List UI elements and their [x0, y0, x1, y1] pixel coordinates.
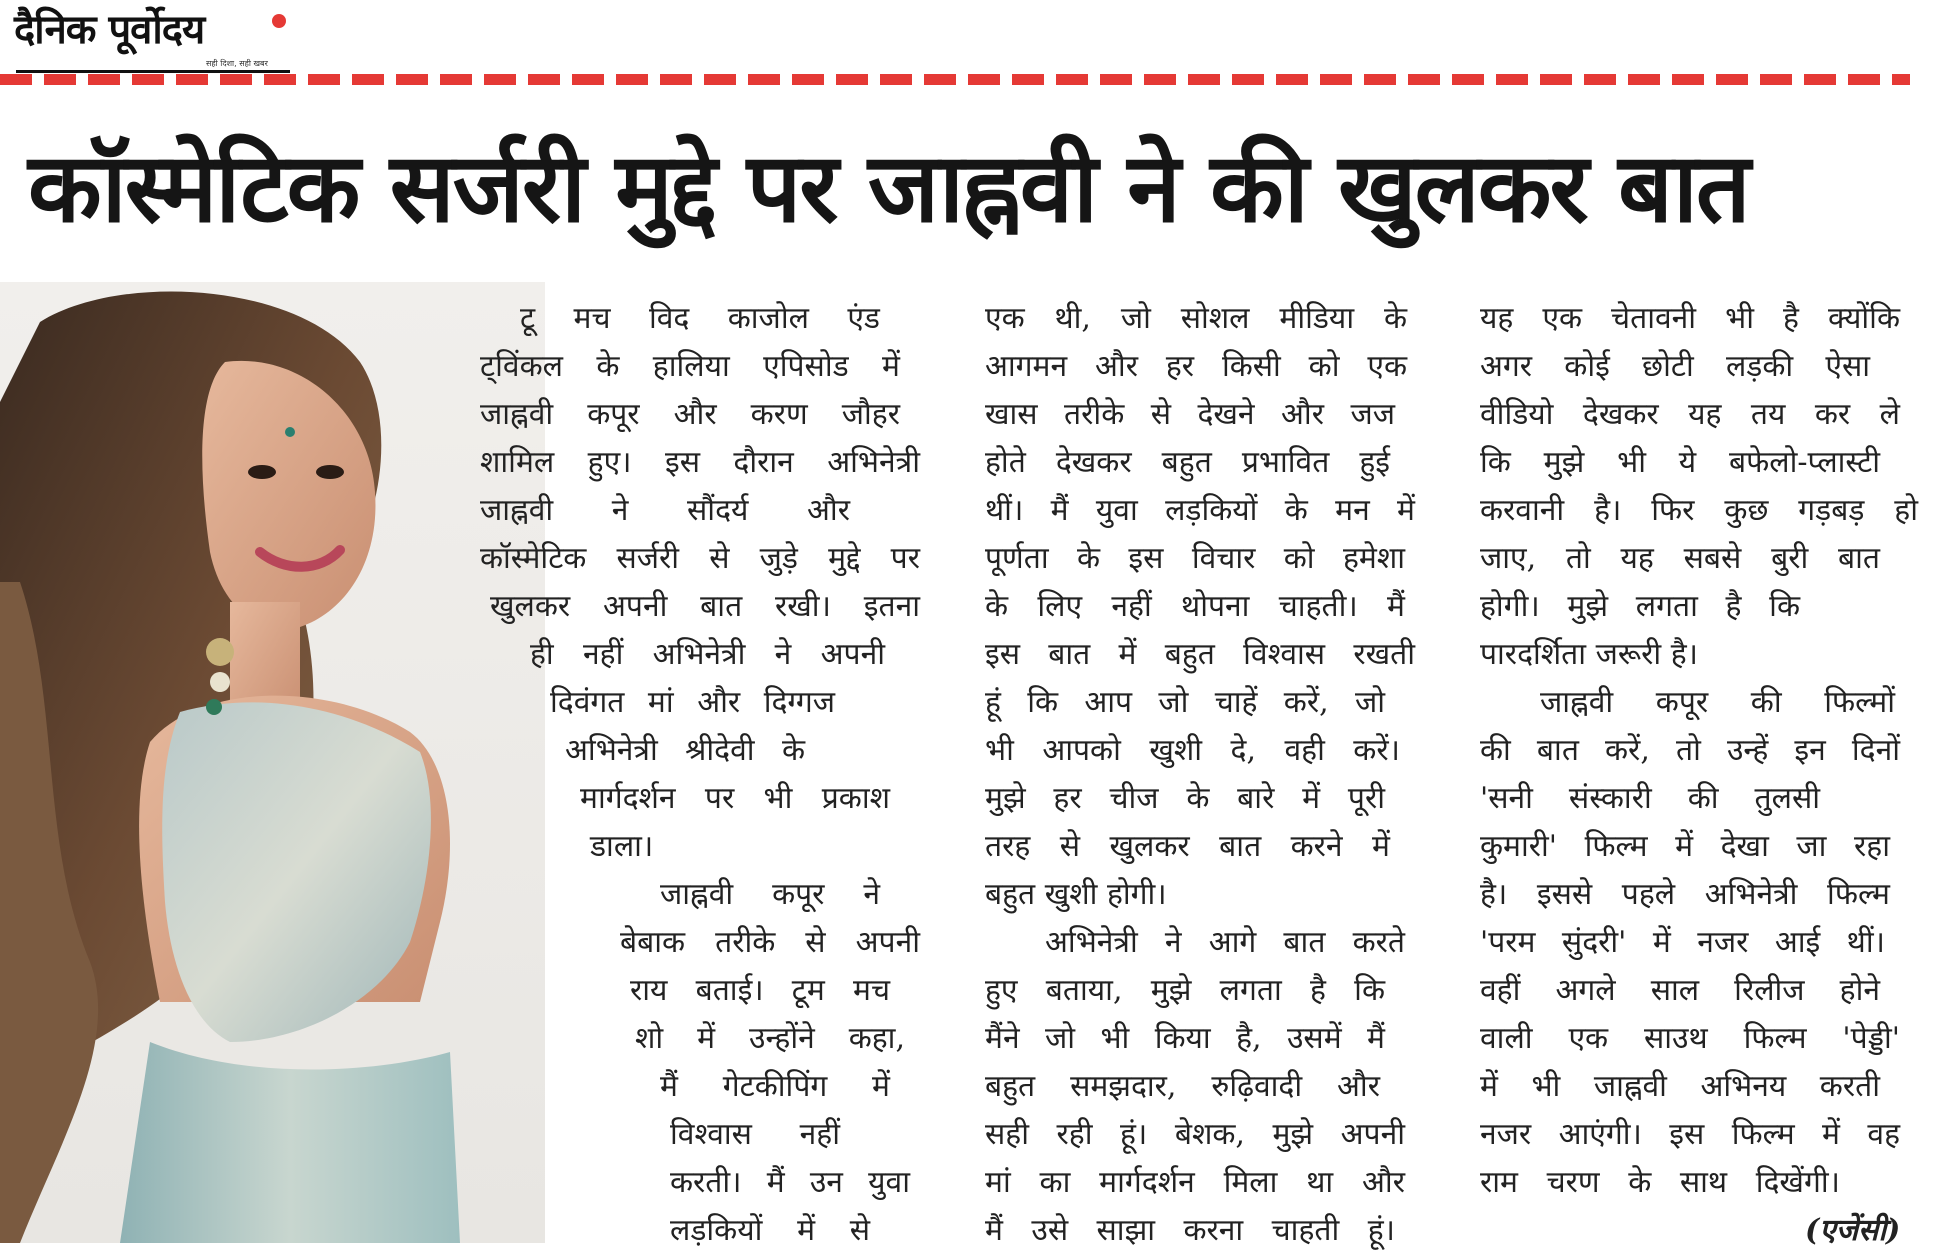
text-line: बेबाक तरीके से अपनी: [620, 925, 920, 960]
text-line: राम चरण के साथ दिखेंगी।: [1480, 1165, 1840, 1200]
text-line: कॉस्मेटिक सर्जरी से जुड़े मुद्दे पर: [480, 541, 920, 576]
agency-credit: (एजेंसी): [1805, 1213, 1901, 1248]
article-column-2: [985, 295, 1415, 1255]
actress-photo-illustration: [0, 282, 545, 1243]
text-line: इस बात में बहुत विश्वास रखती: [985, 637, 1415, 672]
text-line: नजर आएंगी। इस फिल्म में वह: [1480, 1117, 1900, 1152]
text-line: विश्वास नहीं: [670, 1117, 840, 1152]
text-line: टू मच विद काजोल एंड: [520, 301, 880, 336]
text-line: कि मुझे भी ये बफेलो-प्लास्टी: [1480, 445, 1880, 480]
text-line: कुमारी' फिल्म में देखा जा रहा: [1480, 829, 1890, 864]
text-line: जाए, तो यह सबसे बुरी बात: [1480, 541, 1880, 576]
text-line: मुझे हर चीज के बारे में पूरी: [985, 781, 1385, 816]
article-photo: [0, 282, 545, 1243]
text-line: करवानी है। फिर कुछ गड़बड़ हो: [1480, 493, 1918, 528]
text-line: तरह से खुलकर बात करने में: [985, 829, 1390, 864]
masthead: [10, 4, 290, 70]
text-line: ही नहीं अभिनेत्री ने अपनी: [530, 637, 885, 672]
text-line: खुलकर अपनी बात रखी। इतना: [490, 589, 920, 624]
text-line: जाह्नवी ने सौंदर्य और: [480, 493, 850, 528]
text-line: में भी जाह्नवी अभिनय करती: [1480, 1069, 1880, 1104]
text-line: सही रही हूं। बेशक, मुझे अपनी: [985, 1117, 1405, 1152]
text-line: मैं गेटकीपिंग में: [660, 1069, 890, 1104]
text-line: 'परम सुंदरी' में नजर आई थीं।: [1480, 925, 1885, 960]
text-line: वहीं अगले साल रिलीज होने: [1480, 973, 1880, 1008]
text-line: बहुत समझदार, रुढ़िवादी और: [985, 1069, 1380, 1104]
text-line: डाला।: [590, 829, 654, 864]
text-line: यह एक चेतावनी भी है क्योंकि: [1480, 301, 1900, 336]
text-line: की बात करें, तो उन्हें इन दिनों: [1480, 733, 1900, 768]
text-line: वाली एक साउथ फिल्म 'पेड्डी': [1480, 1021, 1900, 1056]
text-line: मैं उसे साझा करना चाहती हूं।: [985, 1213, 1395, 1248]
text-line: अगर कोई छोटी लड़की ऐसा: [1480, 349, 1870, 384]
text-line: अभिनेत्री श्रीदेवी के: [565, 733, 805, 768]
text-line: हुए बताया, मुझे लगता है कि: [985, 973, 1385, 1008]
text-line: जाह्नवी कपूर की फिल्मों: [1540, 685, 1895, 720]
text-line: बहुत खुशी होगी।: [985, 877, 1167, 912]
text-line: जाह्नवी कपूर ने: [660, 877, 880, 912]
column-3-text: [1480, 295, 1920, 1207]
text-line: लड़कियों में से: [670, 1213, 870, 1248]
dashed-divider: [0, 74, 1910, 85]
text-line: होते देखकर बहुत प्रभावित हुई: [985, 445, 1390, 480]
article-column-1: [480, 295, 925, 1255]
text-line: मैंने जो भी किया है, उसमें मैं: [985, 1021, 1385, 1056]
text-line: थीं। मैं युवा लड़कियों के मन में: [985, 493, 1415, 528]
text-line: आगमन और हर किसी को एक: [985, 349, 1407, 384]
text-line: है। इससे पहले अभिनेत्री फिल्म: [1480, 877, 1890, 912]
text-line: अभिनेत्री ने आगे बात करते: [1045, 925, 1405, 960]
masthead-logo: दैनिक पूर्वोदय: [14, 7, 205, 53]
column-2-text: [985, 295, 1415, 1255]
text-line: पारदर्शिता जरूरी है।: [1480, 637, 1699, 672]
text-line: वीडियो देखकर यह तय कर ले: [1480, 397, 1900, 432]
text-line: के लिए नहीं थोपना चाहती। मैं: [985, 589, 1405, 624]
article-column-3: [1480, 295, 1920, 1207]
text-line: होगी। मुझे लगता है कि: [1480, 589, 1800, 624]
column-1-text: [480, 295, 925, 1255]
text-line: जाह्नवी कपूर और करण जौहर: [480, 397, 900, 432]
text-line: पूर्णता के इस विचार को हमेशा: [985, 541, 1405, 576]
text-line: शामिल हुए। इस दौरान अभिनेत्री: [480, 445, 920, 480]
text-line: एक थी, जो सोशल मीडिया के: [985, 301, 1407, 336]
headline: कॉस्मेटिक सर्जरी मुद्दे पर जाह्नवी ने की खुलकर बात: [28, 132, 1749, 244]
text-line: करती। मैं उन युवा: [670, 1165, 910, 1200]
text-line: मार्गदर्शन पर भी प्रकाश: [580, 781, 890, 816]
text-line: राय बताई। टूम मच: [630, 973, 890, 1008]
logo-dot-icon: [272, 14, 286, 28]
text-line: ट्विंकल के हालिया एपिसोड में: [480, 349, 900, 384]
text-line: शो में उन्होंने कहा,: [635, 1021, 905, 1056]
masthead-tagline: सही दिशा, सही खबर: [206, 59, 268, 68]
text-line: हूं कि आप जो चाहें करें, जो: [985, 685, 1385, 720]
masthead-underline: [16, 70, 290, 73]
text-line: मां का मार्गदर्शन मिला था और: [985, 1165, 1405, 1200]
text-line: दिवंगत मां और दिग्गज: [550, 685, 835, 720]
text-line: खास तरीके से देखने और जज: [985, 397, 1395, 432]
text-line: 'सनी संस्कारी की तुलसी: [1480, 781, 1820, 816]
text-line: भी आपको खुशी दे, वही करें।: [985, 733, 1400, 768]
